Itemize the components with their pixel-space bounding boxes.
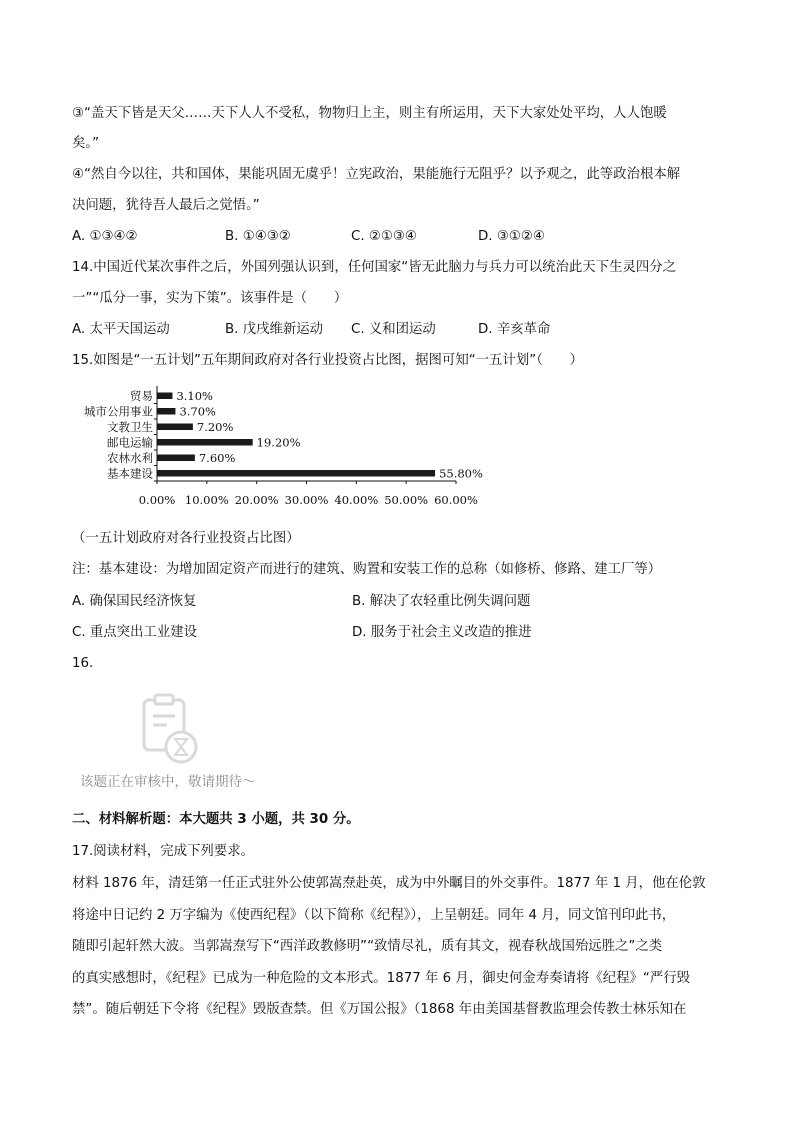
q13-option-b[interactable]: B. ①④③② [225, 229, 291, 244]
investment-bar-chart [72, 384, 483, 519]
chart-value-label: 19.20% [256, 435, 301, 450]
chart-x-tick-label: 30.00% [284, 493, 329, 507]
q13-option-d[interactable]: D. ③①②④ [478, 229, 545, 244]
q17-material-line: 将途中日记约 2 万字编为《使西纪程》（以下简称《纪程》），上呈朝廷。同年 4 月，同文馆刊印此书， [72, 907, 676, 923]
clipboard-hourglass-icon [136, 690, 206, 768]
q15-chart-caption: （一五计划政府对各行业投资占比图） [72, 531, 300, 546]
chart-category-label: 城市公用事业 [84, 404, 153, 419]
q17-material [72, 868, 720, 1026]
q13-item4-line2: 决问题，犹待吾人最后之觉悟。” [72, 198, 260, 213]
q15-stem: 15.如图是“一五计划”五年期间政府对各行业投资占比图，据图可知“一五计划”（ ） [72, 353, 584, 368]
q14-stem-line2: 一”“瓜分一事，实为下策”。该事件是（ ） [72, 291, 348, 306]
chart-x-tick-label: 20.00% [234, 493, 279, 507]
chart-x-tick-label: 40.00% [334, 493, 379, 507]
chart-bar [157, 455, 195, 462]
q13-option-c[interactable]: C. ②①③④ [351, 229, 417, 244]
section2-heading: 二、材料解析题：本大题共 3 小题，共 30 分。 [72, 812, 360, 827]
q15-option-a[interactable]: A. 确保国民经济恢复 [72, 594, 197, 609]
q15-option-b[interactable]: B. 解决了农轻重比例失调问题 [352, 594, 531, 609]
q17-stem: 17.阅读材料，完成下列要求。 [72, 844, 254, 859]
chart-category-label: 基本建设 [107, 466, 153, 481]
q14-option-a[interactable]: A. 太平天国运动 [72, 322, 170, 337]
q13-option-a[interactable]: A. ①③④② [72, 229, 138, 244]
chart-category-label: 邮电运输 [107, 435, 153, 450]
q13-item3-line1: ③“盖天下皆是天父……天下人人不受私，物物归上主，则主有所运用，天下大家处处平均，人人饱暖 [72, 106, 667, 121]
q17-material-line: 材料 1876 年，清廷第一任正式驻外公使郭嵩焘赴英，成为中外瞩目的外交事件。1877 年 1 月，他在伦敦 [72, 876, 706, 891]
chart-category-labels [84, 389, 153, 481]
chart-value-labels [176, 389, 483, 481]
chart-value-label: 3.70% [179, 404, 216, 419]
q13-item3-line2: 矣。” [72, 136, 100, 151]
chart-value-label: 7.20% [196, 419, 234, 434]
q17-material-line: 的真实感想时，《纪程》已成为一种危险的文本形式。1877 年 6 月，御史何金寿奏请将《纪程》“严行毁 [72, 970, 691, 986]
chart-bar [157, 424, 193, 431]
q15-note: 注：基本建设：为增加固定资产而进行的建筑、购置和安装工作的总称（如修桥、修路、建工厂等） [72, 562, 662, 577]
q13-item4-line1: ④“然自今以往，共和国体，果能巩固无虞乎！立宪政治，果能施行无阻乎？以予观之，此等政治根本解 [72, 167, 681, 182]
q14-option-b[interactable]: B. 戊戌维新运动 [225, 322, 324, 337]
q15-option-d[interactable]: D. 服务于社会主义改造的推进 [352, 625, 532, 640]
chart-value-label: 55.80% [439, 466, 483, 481]
chart-category-label: 文教卫生 [107, 419, 153, 434]
chart-bar [157, 470, 435, 477]
q14-stem-line1: 14.中国近代某次事件之后，外国列强认识到，任何国家“皆无此脑力与兵力可以统治此天下生灵四分之 [72, 260, 677, 275]
chart-x-tick-label: 60.00% [434, 493, 478, 507]
q16-number: 16. [72, 656, 94, 671]
chart-bar [157, 408, 175, 415]
chart-bar [157, 393, 172, 400]
q15-option-c[interactable]: C. 重点突出工业建设 [72, 625, 197, 640]
q16-pending-text: 该题正在审核中，敬请期待～ [80, 774, 256, 790]
chart-x-tick-label: 50.00% [384, 493, 429, 507]
chart-bar [157, 439, 253, 446]
chart-category-label: 农林水利 [107, 450, 153, 465]
chart-value-label: 3.10% [176, 388, 213, 403]
q14-option-c[interactable]: C. 义和团运动 [351, 322, 436, 337]
chart-value-label: 7.60% [198, 450, 236, 465]
chart-x-tick-label: 10.00% [184, 493, 229, 507]
q14-option-d[interactable]: D. 辛亥革命 [478, 322, 551, 337]
chart-category-label: 贸易 [130, 388, 153, 403]
q16-pending-placeholder [80, 688, 280, 788]
q17-material-line: 随即引起轩然大波。当郭嵩焘写下“西洋政教修明”“致情尽礼，质有其文，视春秋战国殆远胜之”之类 [72, 939, 663, 954]
q17-material-line: 禁”。随后朝廷下令将《纪程》毁版查禁。但《万国公报》（1868 年由美国基督教监理会传教士林乐知在 [72, 1002, 687, 1017]
chart-x-tick-label: 0.00% [138, 493, 176, 507]
